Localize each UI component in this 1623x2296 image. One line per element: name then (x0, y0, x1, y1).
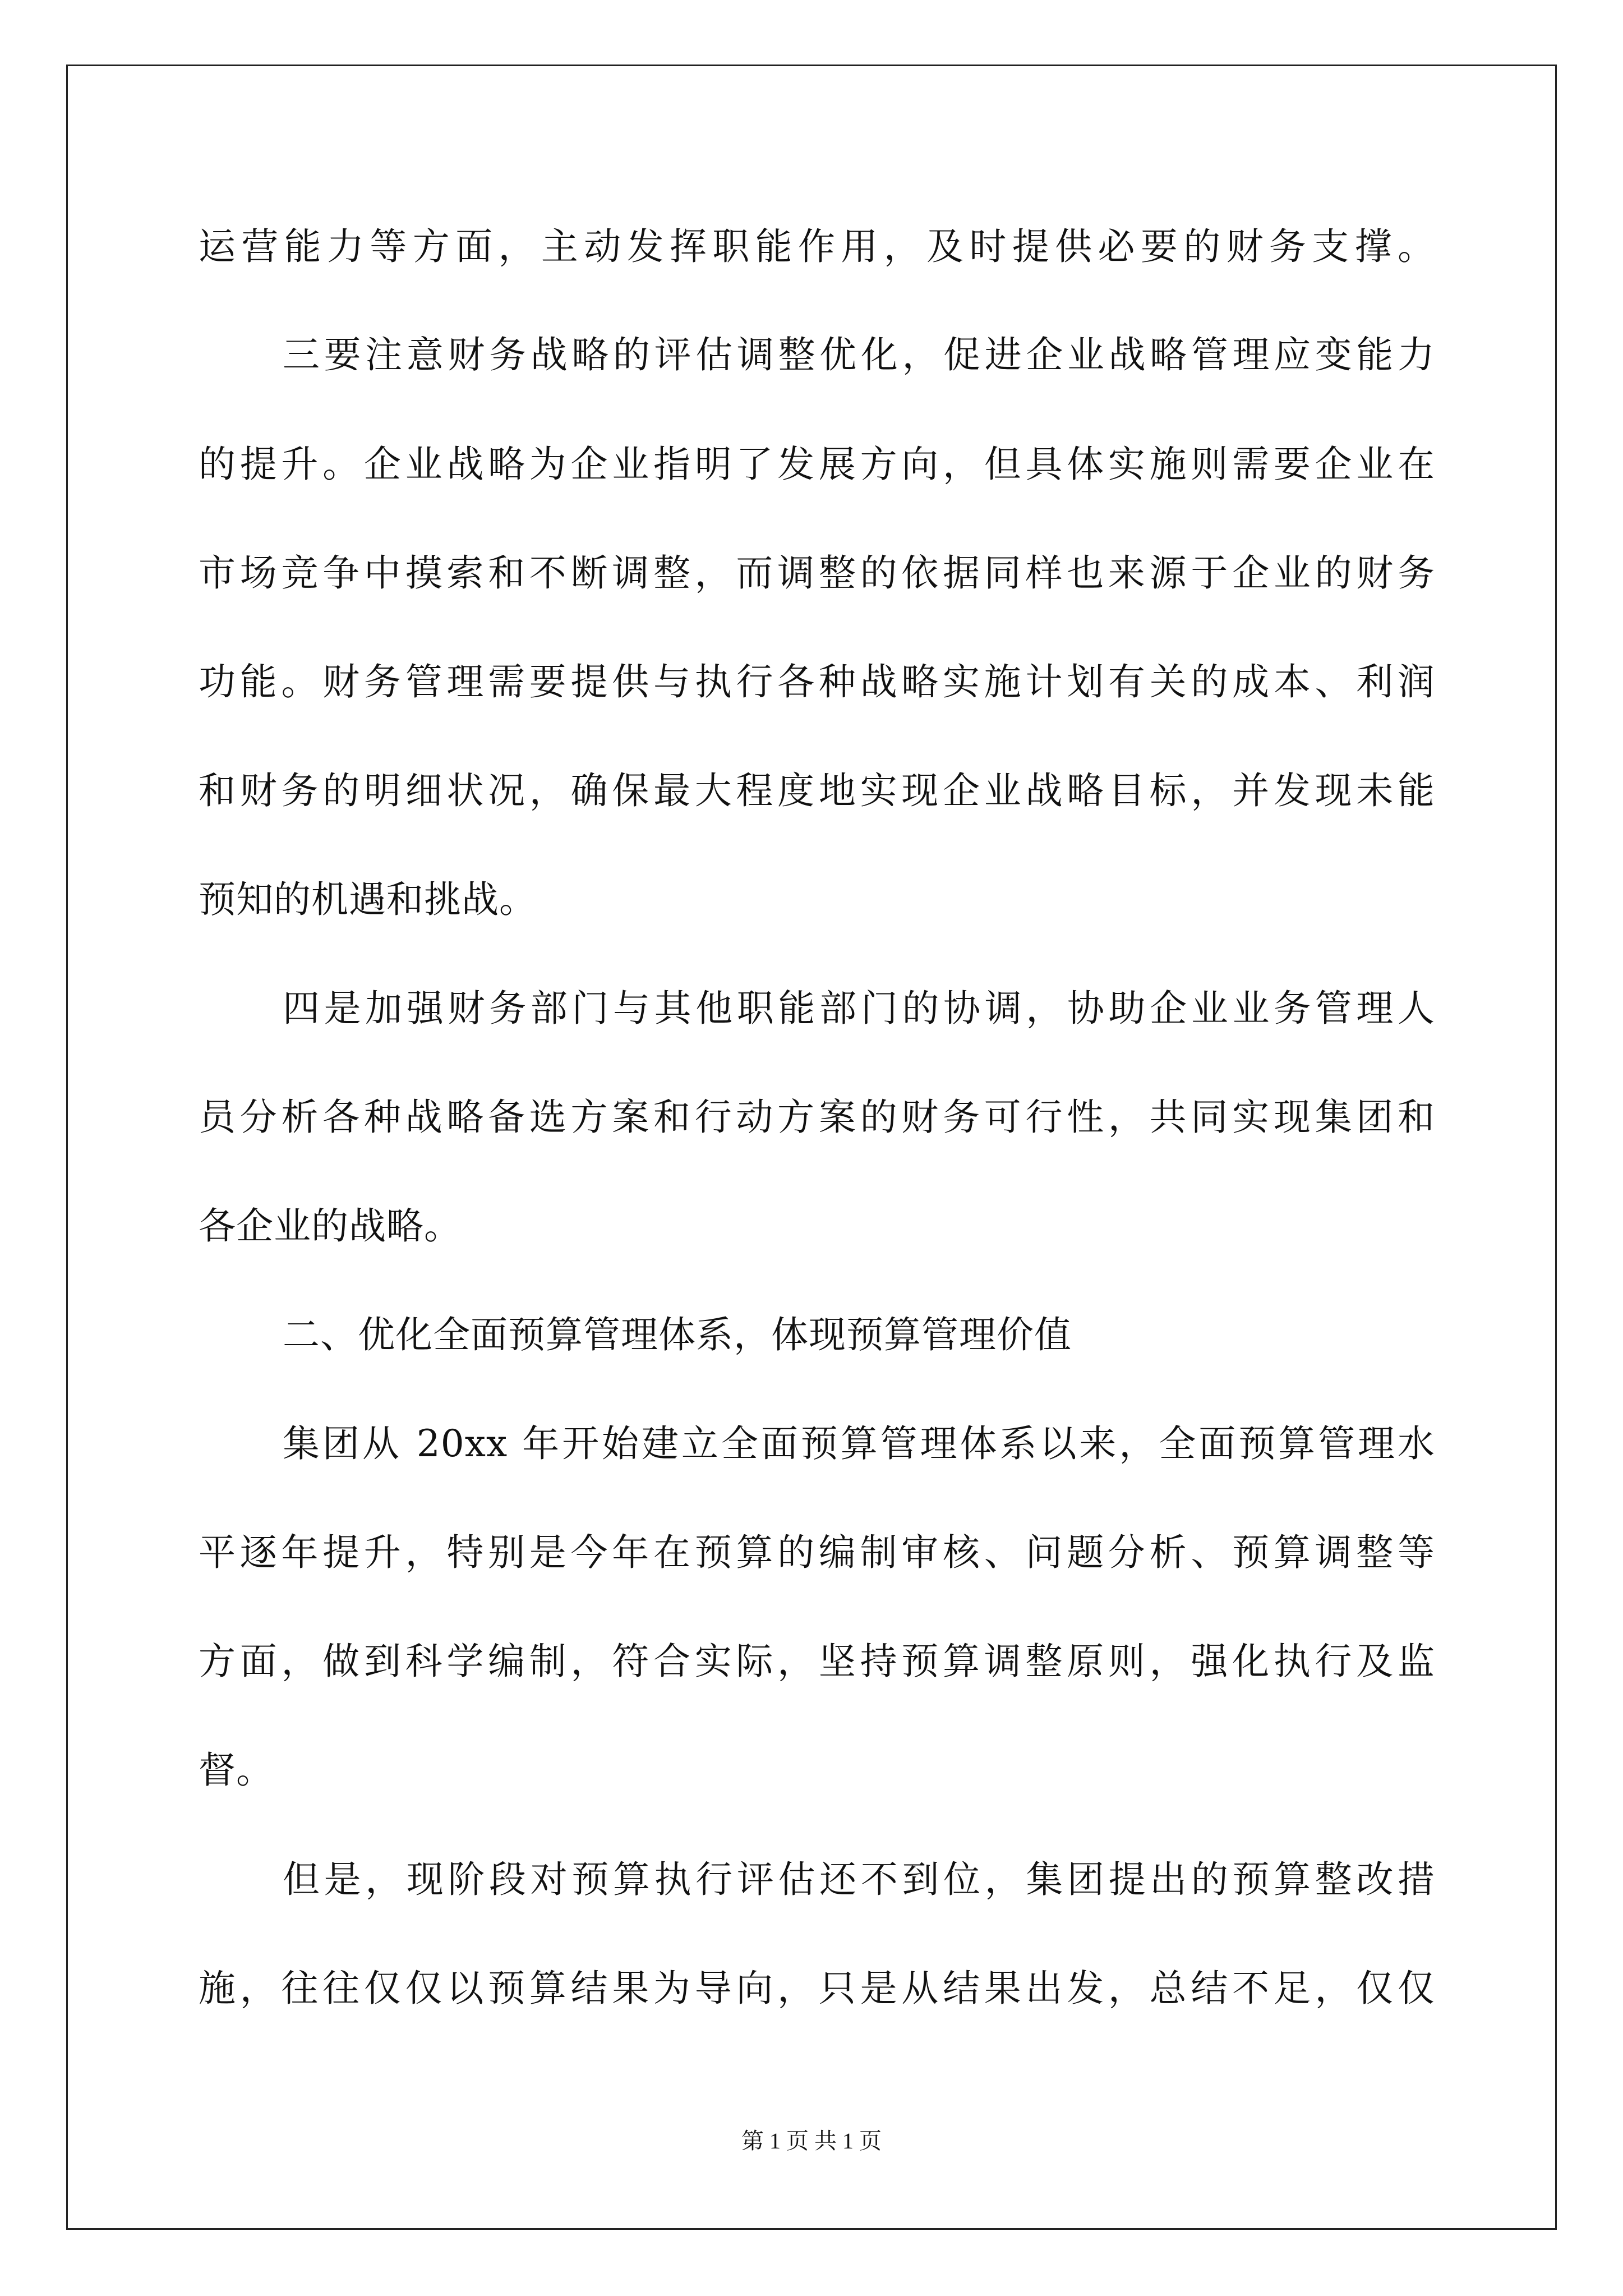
text-line: 平逐年提升，特别是今年在预算的编制审核、问题分析、预算调整等 (199, 1531, 1435, 1574)
text-line: 市场竞争中摸索和不断调整，而调整的依据同样也来源于企业的财务 (199, 551, 1435, 595)
text-line: 方面，做到科学编制，符合实际，坚持预算调整原则，强化执行及监 (199, 1640, 1435, 1683)
text-line: 功能。财务管理需要提供与执行各种战略实施计划有关的成本、利润 (199, 660, 1435, 703)
text-line: 和财务的明细状况，确保最大程度地实现企业战略目标，并发现未能 (199, 769, 1435, 812)
paragraph-start-line: 四是加强财务部门与其他职能部门的协调，协助企业业务管理人 (283, 987, 1435, 1030)
text-line: 各企业的战略。 (199, 1204, 462, 1248)
page-footer: 第 1 页 共 1 页 (741, 2128, 882, 2154)
paragraph-start-line: 但是，现阶段对预算执行评估还不到位，集团提出的预算整改措 (283, 1858, 1435, 1901)
text-line: 督。 (199, 1749, 274, 1792)
text-line: 的提升。企业战略为企业指明了发展方向，但具体实施则需要企业在 (199, 443, 1435, 486)
paragraph-start-line: 三要注意财务战略的评估调整优化，促进企业战略管理应变能力 (283, 333, 1435, 376)
text-line: 员分析各种战略备选方案和行动方案的财务可行性，共同实现集团和 (199, 1096, 1435, 1139)
text-line: 施，往往仅仅以预算结果为导向，只是从结果出发，总结不足，仅仅 (199, 1967, 1435, 2010)
page-border (66, 65, 1557, 2230)
text-line: 预知的机遇和挑战。 (199, 878, 537, 921)
paragraph-start-line: 集团从 20xx 年开始建立全面预算管理体系以来，全面预算管理水 (283, 1422, 1435, 1465)
text-line: 运营能力等方面，主动发挥职能作用，及时提供必要的财务支撑。 (199, 225, 1435, 268)
section-heading: 二、优化全面预算管理体系，体现预算管理价值 (283, 1313, 1072, 1356)
